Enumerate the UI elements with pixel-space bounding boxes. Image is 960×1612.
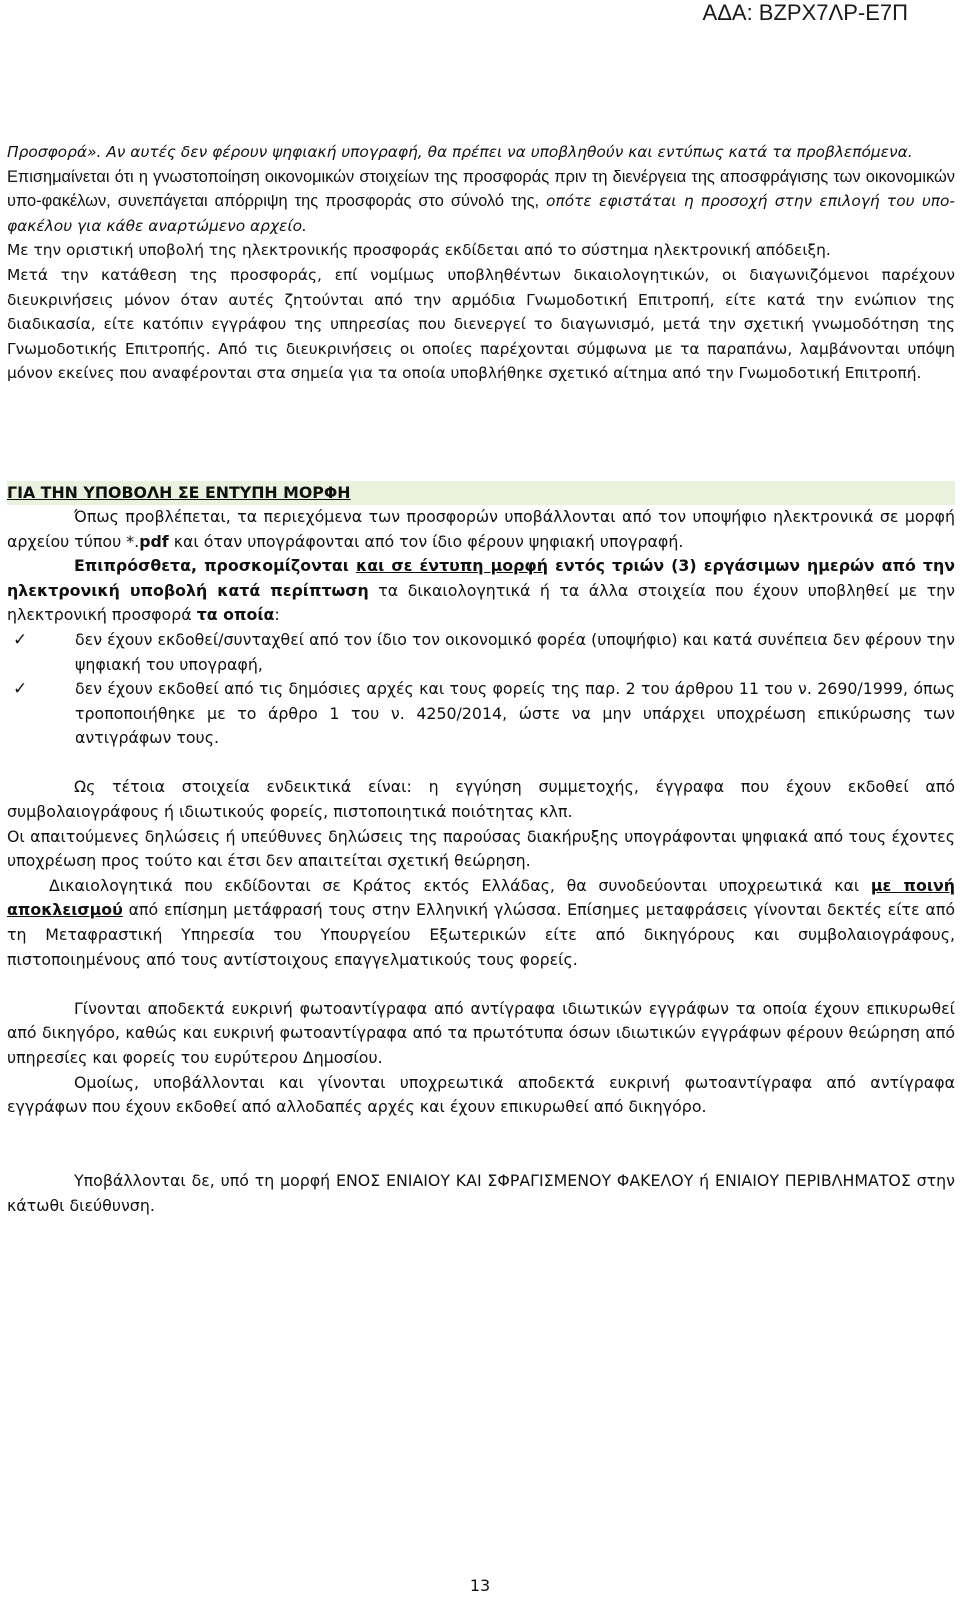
paragraph-receipt: Με την οριστική υποβολή της ηλεκτρονικής προσφοράς εκδίδεται από το σύστημα ηλεκτρονική απόδειξη.	[7, 241, 831, 260]
spacer	[7, 751, 955, 776]
page-number: 13	[469, 1576, 491, 1595]
section-electronic	[7, 140, 955, 386]
paragraph-offer-note: Προσφορά». Αν αυτές δεν φέρουν ψηφιακή υπογραφή, θα πρέπει να υποβληθούν και εντύπως κατά τα προβλεπόμενα.	[7, 143, 913, 161]
paragraph-examples: Ως τέτοια στοιχεία ενδεικτικά είναι: η εγγύηση συμμετοχής, έγγραφα που έχουν εκδοθεί από συμβολαιογράφους ή ιδιωτικούς φορείς, πιστοποιητικά ποιότητας κλπ.	[7, 777, 955, 822]
additional-bold-e: τα οποία	[196, 605, 275, 625]
paragraph-warning	[7, 165, 955, 239]
foreign-text-a: Δικαιολογητικά που εκδίδονται σε Κράτος εκτός Ελλάδας, θα συνοδεύονται υποχρεωτικά και	[49, 875, 871, 895]
paragraph-additional	[7, 554, 955, 628]
additional-colon: :	[274, 605, 280, 625]
pdf-text-bold: pdf	[139, 531, 169, 551]
additional-underlined: και σε έντυπη μορφή	[356, 556, 549, 576]
ada-header: ΑΔΑ: ΒΖΡΧ7ΛΡ-Ε7Π	[702, 0, 908, 25]
pdf-text-c: και όταν υπογράφονται από τον ίδιο φέρουν ψηφιακή υπογραφή.	[168, 531, 684, 551]
list-item	[13, 628, 955, 677]
foreign-text-c: από επίσημη μετάφρασή τους στην Ελληνική γλώσσα. Επίσημες μεταφράσεις γίνονται δεκτές είτε από τη Μεταφραστική Υπηρεσία του Υπουργείου Εξωτερικών είτε από δικηγόρους και συμβολαιογράφους, πιστοποιημένους από τους αντίστοιχους επαγγελματικούς τους φορείς.	[7, 900, 955, 969]
list-item	[13, 677, 955, 751]
paragraph-photocopies: Γίνονται αποδεκτά ευκρινή φωτοαντίγραφα από αντίγραφα ιδιωτικών εγγράφων τα οποία έχουν επικυρωθεί από δικηγόρο, καθώς και ευκρινή φωτοαντίγραφα από τα πρωτότυπα όσων ιδιωτικών εγγράφων φέρουν θεώρηση από υπηρεσίες και φορείς του ευρύτερου Δημοσίου.	[7, 998, 955, 1067]
paragraph-declarations: Οι απαιτούμενες δηλώσεις ή υπεύθυνες δηλώσεις της παρούσας διακήρυξης υπογράφονται ψηφιακά από τους έχοντες υποχρέωση προς τούτο και έτσι δεν απαιτείται σχετική θεώρηση.	[7, 826, 955, 871]
additional-bold-c: εντός τριών (3) εργάσιμων ημερών από την ηλεκτρονική υποβολή κατά περίπτωση	[7, 556, 955, 600]
additional-text-d: τα δικαιολογητικά ή τα άλλα στοιχεία που έχουν υποβληθεί με την ηλεκτρονική προσφορά	[7, 580, 956, 625]
spacer	[7, 1120, 955, 1145]
foreign-underlined: με ποινή αποκλεισμού	[7, 875, 955, 920]
paragraph-foreign-docs	[7, 874, 955, 972]
spacer	[7, 1144, 955, 1169]
check-icon: ✓	[13, 679, 28, 700]
warning-text: Επισημαίνεται ότι η γνωστοποίηση οικονομικών στοιχείων της προσφοράς πριν τη διενέργεια της αποσφράγισης των οικονομικών υπο-φακέλων, συνεπάγεται απόρριψη της προσφοράς στο σύνολό της,	[7, 167, 955, 211]
section-printed	[7, 505, 955, 1218]
check-list	[7, 628, 955, 751]
heading-text: ΓΙΑ ΤΗΝ ΥΠΟΒΟΛΗ ΣΕ ΕΝΤΥΠΗ ΜΟΡΦΗ	[7, 482, 351, 502]
paragraph-pdf	[7, 505, 955, 554]
paragraph-envelope: Υποβάλλονται δε, υπό τη μορφή ΕΝΟΣ ΕΝΙΑΙΟΥ ΚΑΙ ΣΦΡΑΓΙΣΜΕΝΟΥ ΦΑΚΕΛΟΥ ή ΕΝΙΑΙΟΥ ΠΕΡΙΒΛΗΜΑΤΟΣ στην κάτωθι διεύθυνση.	[7, 1170, 955, 1215]
document-body	[7, 140, 955, 1218]
list-item-text: δεν έχουν εκδοθεί από τις δημόσιες αρχές και τους φορείς της παρ. 2 του άρθρου 11 του ν. 2690/1999, όπως τροποποιήθηκε με το άρθρο 1 του ν. 4250/2014, ώστε να μην υπάρχει υποχρέωση επικύρωσης των αντιγράφων τους.	[75, 679, 955, 748]
spacer	[7, 972, 955, 997]
section-heading	[7, 481, 955, 505]
warning-italic-text: οπότε εφιστάται η προσοχή στην επιλογή του υπο-φακέλου για κάθε αναρτώμενο αρχείο.	[7, 192, 955, 235]
additional-bold-a: Επιπρόσθετα, προσκομίζονται	[74, 556, 357, 576]
check-icon: ✓	[13, 629, 28, 650]
paragraph-foreign-photocopies: Ομοίως, υποβάλλονται και γίνονται υποχρεωτικά αποδεκτά ευκρινή φωτοαντίγραφα από αντίγραφα εγγράφων που έχουν εκδοθεί από αλλοδαπές αρχές και έχουν επικυρωθεί από δικηγόρο.	[7, 1072, 955, 1117]
list-item-text: δεν έχουν εκδοθεί/συνταχθεί από τον ίδιο τον οικονομικό φορέα (υποψήφιο) και κατά συνέπεια δεν φέρουν την ψηφιακή του υπογραφή,	[75, 629, 955, 674]
paragraph-clarifications: Μετά την κατάθεση της προσφοράς, επί νομίμως υποβληθέντων δικαιολογητικών, οι διαγωνιζόμενοι παρέχουν διευκρινήσεις μόνον όταν αυτές ζητούνται από την αρμόδια Γνωμοδοτική Επιτροπή, είτε κατά την ενώπιον της διαδικασία, είτε κατόπιν εγγράφου της υπηρεσίας που διενεργεί το διαγωνισμό, μετά την σχετική γνωμοδότηση της Γνωμοδοτικής Επιτροπής. Από τις διευκρινήσεις οι οποίες παρέχονται σύμφωνα με τα παραπάνω, λαμβάνονται υπόψη μόνον εκείνες που αναφέρονται στα σημεία για τα οποία υποβλήθηκε σχετικό αίτημα από την Γνωμοδοτική Επιτροπή.	[7, 265, 955, 383]
pdf-text-a: Όπως προβλέπεται, τα περιεχόμενα των προσφορών υποβάλλονται από τον υποψήφιο ηλεκτρονικά σε μορφή αρχείου τύπου *.	[7, 506, 955, 551]
